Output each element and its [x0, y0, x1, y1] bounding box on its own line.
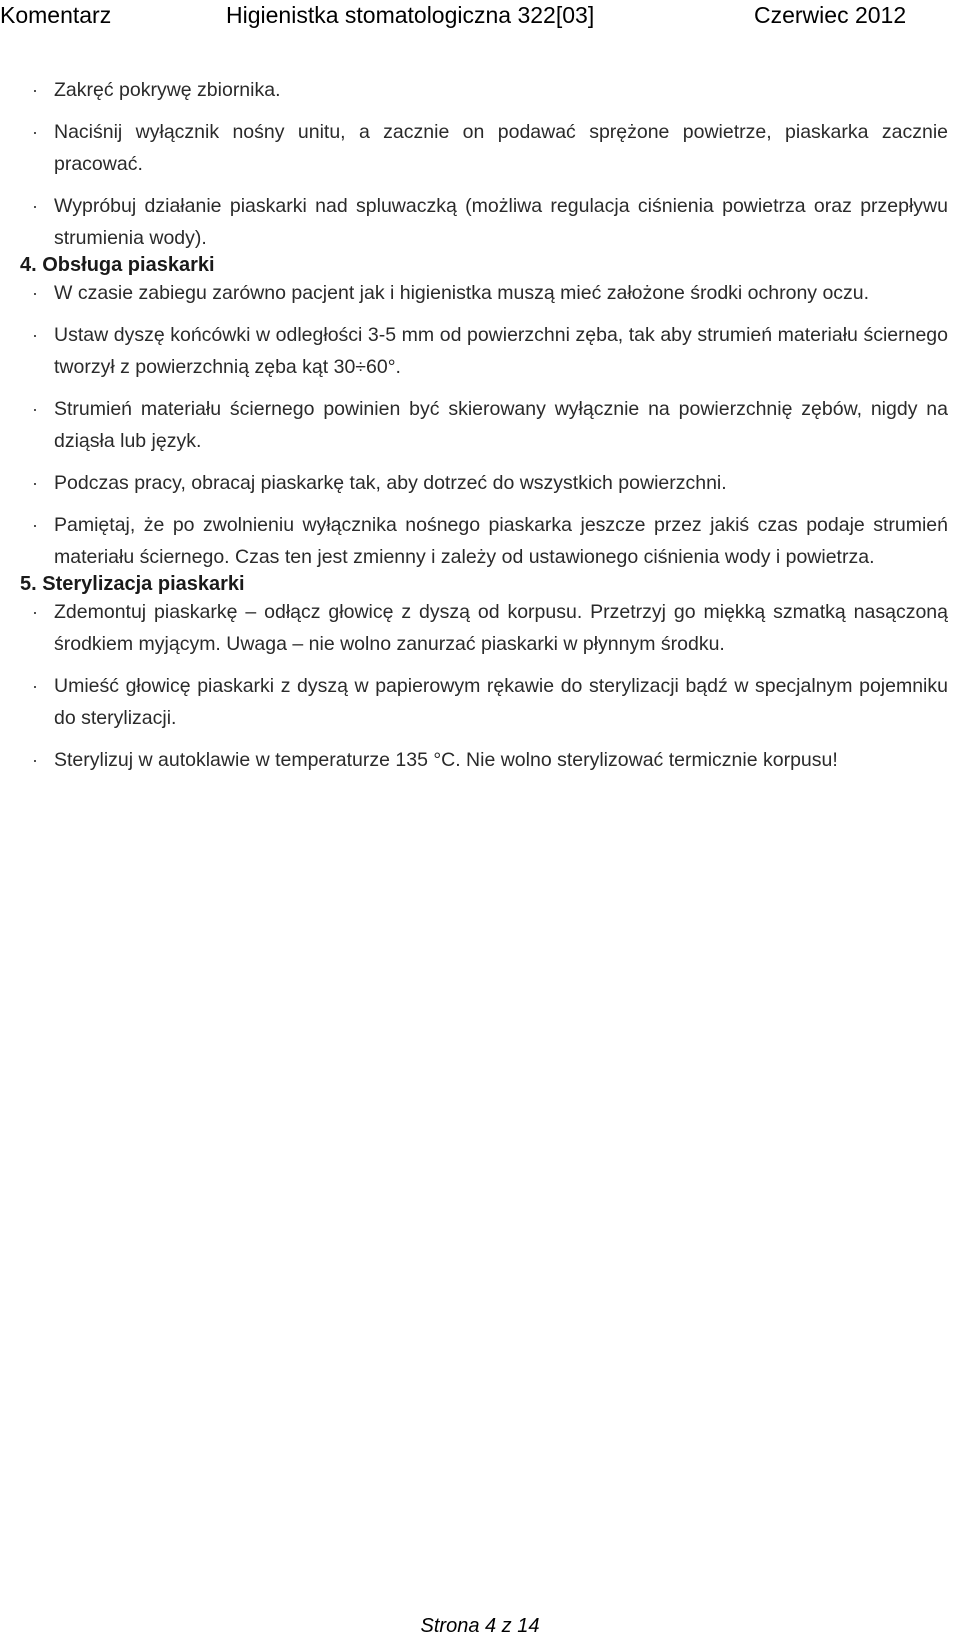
bullet-icon: ·: [32, 473, 38, 493]
list-item: [20, 393, 948, 457]
section-heading: 5. Sterylizacja piaskarki: [20, 573, 245, 595]
bullet-icon: ·: [32, 196, 38, 216]
list-item: [20, 744, 948, 776]
list-item: [20, 190, 948, 254]
list-item-text: Podczas pracy, obracaj piaskarkę tak, aby dotrzeć do wszystkich powierzchni.: [54, 472, 727, 494]
section-5-list: [20, 596, 948, 776]
list-item-text: W czasie zabiegu zarówno pacjent jak i higienistka muszą mieć założone środki ochrony oczu.: [54, 282, 870, 304]
list-item-text: Wypróbuj działanie piaskarki nad spluwaczką (możliwa regulacja ciśnienia powietrza oraz przepływu strumienia wody).: [54, 195, 948, 249]
page-header: [0, 0, 960, 34]
list-item-text: Sterylizuj w autoklawie w temperaturze 135 °C. Nie wolno sterylizować termicznie korpusu!: [54, 749, 838, 771]
list-item: [20, 74, 948, 106]
list-item-text: Umieść głowicę piaskarki z dyszą w papierowym rękawie do sterylizacji bądź w specjalnym pojemniku do sterylizacji.: [54, 675, 948, 729]
header-date: Czerwiec 2012: [754, 2, 907, 28]
intro-list: [20, 74, 948, 254]
bullet-icon: ·: [32, 676, 38, 696]
list-item: [20, 277, 948, 309]
bullet-icon: ·: [32, 399, 38, 419]
page-number: Strona 4 z 14: [420, 1615, 540, 1637]
bullet-icon: ·: [32, 602, 38, 622]
list-item: [20, 596, 948, 660]
header-label: Komentarz: [0, 2, 112, 28]
list-item-text: Zakręć pokrywę zbiornika.: [54, 79, 281, 101]
list-item: [20, 467, 948, 499]
bullet-icon: ·: [32, 750, 38, 770]
section-4-list: [20, 277, 948, 573]
list-item-text: Zdemontuj piaskarkę – odłącz głowicę z dyszą od korpusu. Przetrzyj go miękką szmatką nasączoną środkiem myjącym. Uwaga – nie wolno zanurzać piaskarki w płynnym środku.: [54, 601, 948, 655]
bullet-icon: ·: [32, 122, 38, 142]
list-item: [20, 670, 948, 734]
list-item-text: Naciśnij wyłącznik nośny unitu, a zacznie on podawać sprężone powietrze, piaskarka zacznie pracować.: [54, 121, 948, 175]
bullet-icon: ·: [32, 80, 38, 100]
list-item-text: Ustaw dyszę końcówki w odległości 3-5 mm od powierzchni zęba, tak aby strumień materiału ściernego tworzył z powierzchnią zęba kąt 30÷60°.: [54, 324, 948, 378]
section-heading: 4. Obsługa piaskarki: [20, 254, 215, 276]
bullet-icon: ·: [32, 325, 38, 345]
bullet-icon: ·: [32, 515, 38, 535]
header-title: Higienistka stomatologiczna 322[03]: [226, 2, 595, 28]
document-body: [20, 74, 948, 776]
list-item-text: Strumień materiału ściernego powinien być skierowany wyłącznie na powierzchnię zębów, nigdy na dziąsła lub język.: [54, 398, 948, 452]
list-item: [20, 509, 948, 573]
bullet-icon: ·: [32, 283, 38, 303]
list-item-text: Pamiętaj, że po zwolnieniu wyłącznika nośnego piaskarka jeszcze przez jakiś czas podaje strumień materiału ściernego. Czas ten jest zmienny i zależy od ustawionego ciśnienia wody i powietrza.: [54, 514, 948, 568]
list-item: [20, 116, 948, 180]
list-item: [20, 319, 948, 383]
